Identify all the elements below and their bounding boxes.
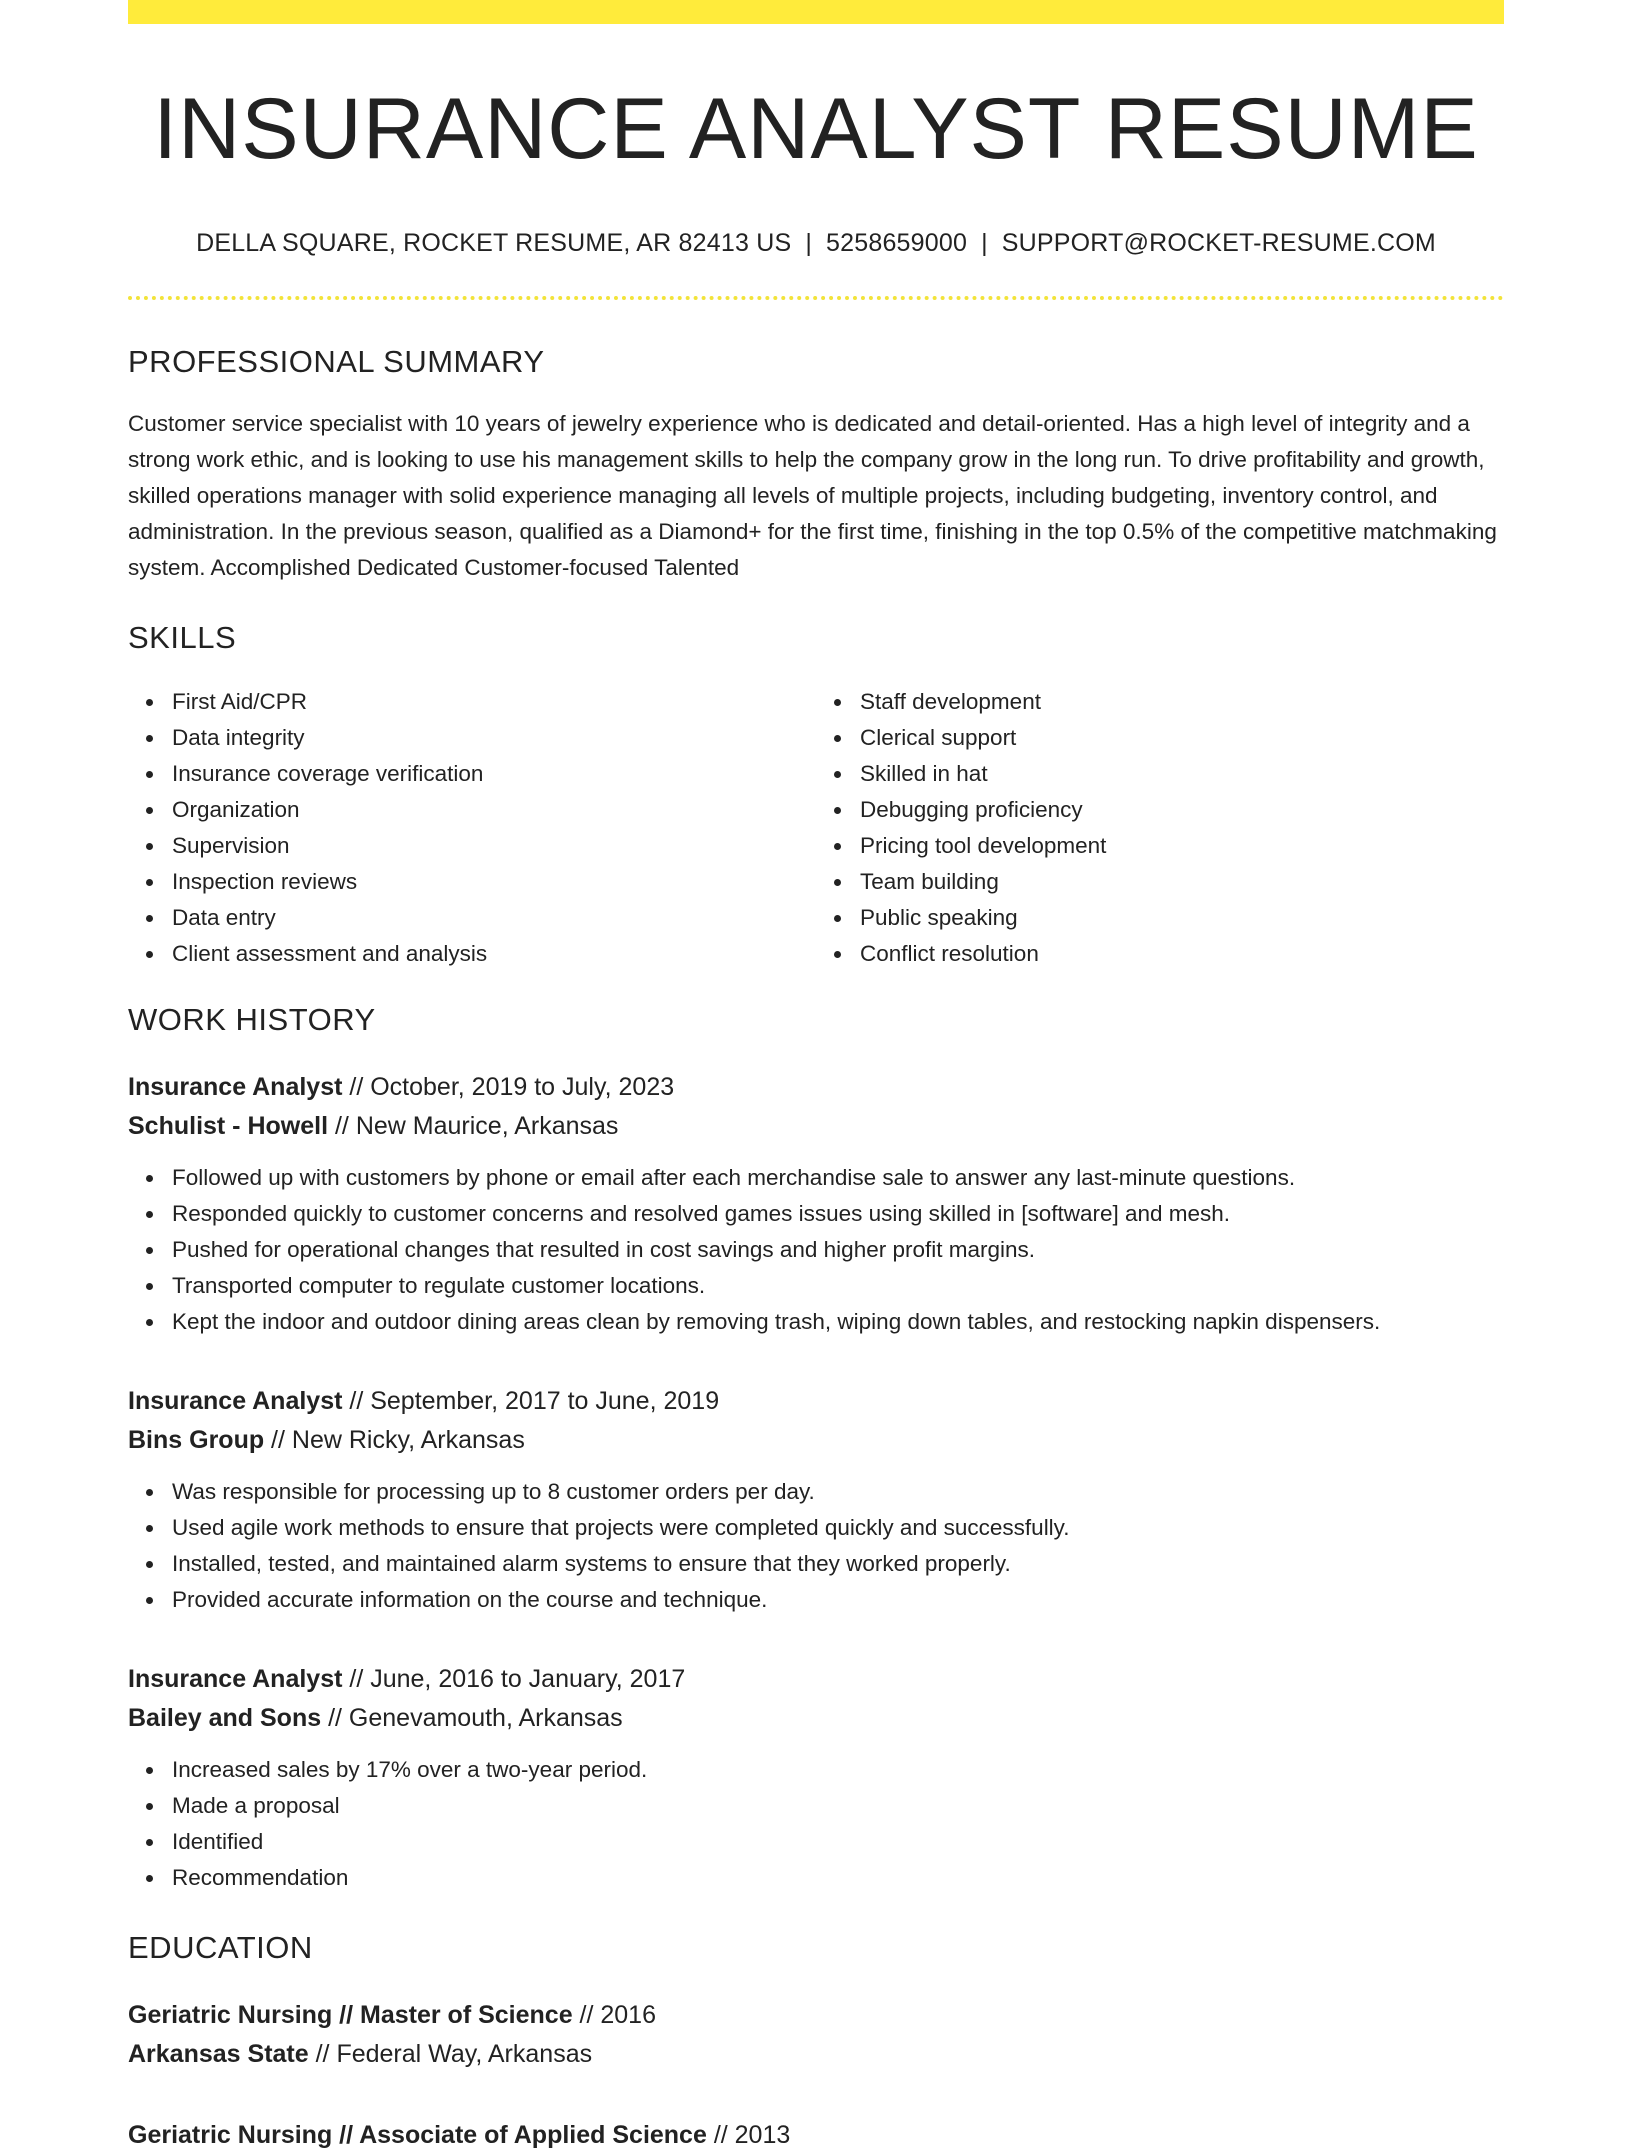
contact-email: SUPPORT@ROCKET-RESUME.COM [1001,228,1436,257]
job-title-line [128,1660,1504,1699]
dotted-divider [128,296,1504,300]
job-entry [128,1660,1504,1896]
education-heading: EDUCATION [128,1929,313,1965]
job-dates: // June, 2016 to January, 2017 [342,1664,686,1693]
skill-item: First Aid/CPR [172,684,816,720]
resume-page [128,0,1504,2155]
skill-item: Supervision [172,828,816,864]
skill-item: Conflict resolution [860,936,1504,972]
job-title-line [128,1382,1504,1421]
contact-phone: 5258659000 [826,228,968,257]
job-dates: // September, 2017 to June, 2019 [342,1386,720,1415]
skills-column-left [128,684,816,972]
job-bullet: Provided accurate information on the course and technique. [172,1582,1504,1618]
job-title: Insurance Analyst [128,1386,343,1415]
skill-item: Data integrity [172,720,816,756]
job-company-line [128,1699,1504,1738]
job-bullet: Was responsible for processing up to 8 customer orders per day. [172,1474,1504,1510]
education-school-line [128,2035,1504,2074]
job-bullets [128,1474,1504,1618]
education-degree: Geriatric Nursing // Master of Science [128,2000,573,2029]
skills-column-right [816,684,1504,972]
job-title-line [128,1068,1504,1107]
job-bullet: Kept the indoor and outdoor dining areas clean by removing trash, wiping down tables, and restocking napkin dispensers. [172,1304,1504,1340]
top-accent-bar [128,0,1504,24]
job-bullet: Recommendation [172,1860,1504,1896]
education-year: // 2016 [572,2000,656,2029]
education-degree: Geriatric Nursing // Associate of Applied Science [128,2120,707,2149]
skill-item: Debugging proficiency [860,792,1504,828]
education-entry [128,1996,1504,2074]
job-bullet: Installed, tested, and maintained alarm systems to ensure that they worked properly. [172,1546,1504,1582]
job-bullet: Transported computer to regulate customer locations. [172,1268,1504,1304]
skill-item: Inspection reviews [172,864,816,900]
skills-list [128,684,1504,972]
contact-separator: | [981,228,988,257]
contact-line [128,229,1504,258]
job-company-line [128,1421,1504,1460]
summary-heading: PROFESSIONAL SUMMARY [128,343,545,379]
job-title: Insurance Analyst [128,1072,343,1101]
job-bullet: Followed up with customers by phone or email after each merchandise sale to answer any last-minute questions. [172,1160,1504,1196]
job-location: // New Ricky, Arkansas [264,1425,525,1454]
education-location: // Federal Way, Arkansas [308,2039,593,2068]
job-title: Insurance Analyst [128,1664,343,1693]
job-location: // New Maurice, Arkansas [328,1111,619,1140]
skills-heading: SKILLS [128,619,237,655]
job-bullet: Pushed for operational changes that resulted in cost savings and higher profit margins. [172,1232,1504,1268]
skill-item: Staff development [860,684,1504,720]
job-company: Schulist - Howell [128,1111,329,1140]
skill-item: Client assessment and analysis [172,936,816,972]
job-dates: // October, 2019 to July, 2023 [342,1072,675,1101]
education-year: // 2013 [706,2120,791,2149]
contact-separator: | [805,228,813,257]
job-bullets [128,1160,1504,1340]
skill-item: Insurance coverage verification [172,756,816,792]
job-bullet: Responded quickly to customer concerns and resolved games issues using skilled in [software] and mesh. [172,1196,1504,1232]
job-bullet: Made a proposal [172,1788,1504,1824]
work-history-heading: WORK HISTORY [128,1001,376,1037]
job-entry [128,1068,1504,1340]
skill-item: Clerical support [860,720,1504,756]
education-degree-line [128,1996,1504,2035]
education-degree-line [128,2116,1504,2155]
skill-item: Public speaking [860,900,1504,936]
job-bullet: Identified [172,1824,1504,1860]
education-entry [128,2116,1504,2155]
job-company: Bailey and Sons [128,1703,322,1732]
skill-item: Team building [860,864,1504,900]
skill-item: Data entry [172,900,816,936]
skill-item: Organization [172,792,816,828]
summary-text: Customer service specialist with 10 years of jewelry experience who is dedicated and detail-oriented. Has a high level of integrity and a strong work ethic, and is looking to use his management skills to help the company grow in the long run. To drive profitability and growth, skilled operations manager with solid experience managing all levels of multiple projects, including budgeting, inventory control, and administration. In the previous season, qualified as a Diamond+ for the first time, finishing in the top 0.5% of the competitive matchmaking system. Accomplished Dedicated Customer-focused Talented [128,410,1497,580]
job-location: // Genevamouth, Arkansas [321,1703,623,1732]
job-bullet: Used agile work methods to ensure that projects were completed quickly and successfully. [172,1510,1504,1546]
skill-item: Pricing tool development [860,828,1504,864]
job-company-line [128,1107,1504,1146]
resume-title: INSURANCE ANALYST RESUME [153,81,1479,177]
education-school: Arkansas State [128,2039,309,2068]
job-entry [128,1382,1504,1618]
job-bullet: Increased sales by 17% over a two-year period. [172,1752,1504,1788]
job-company: Bins Group [128,1425,265,1454]
contact-address: DELLA SQUARE, ROCKET RESUME, AR 82413 US [196,228,792,257]
skill-item: Skilled in hat [860,756,1504,792]
job-bullets [128,1752,1504,1896]
